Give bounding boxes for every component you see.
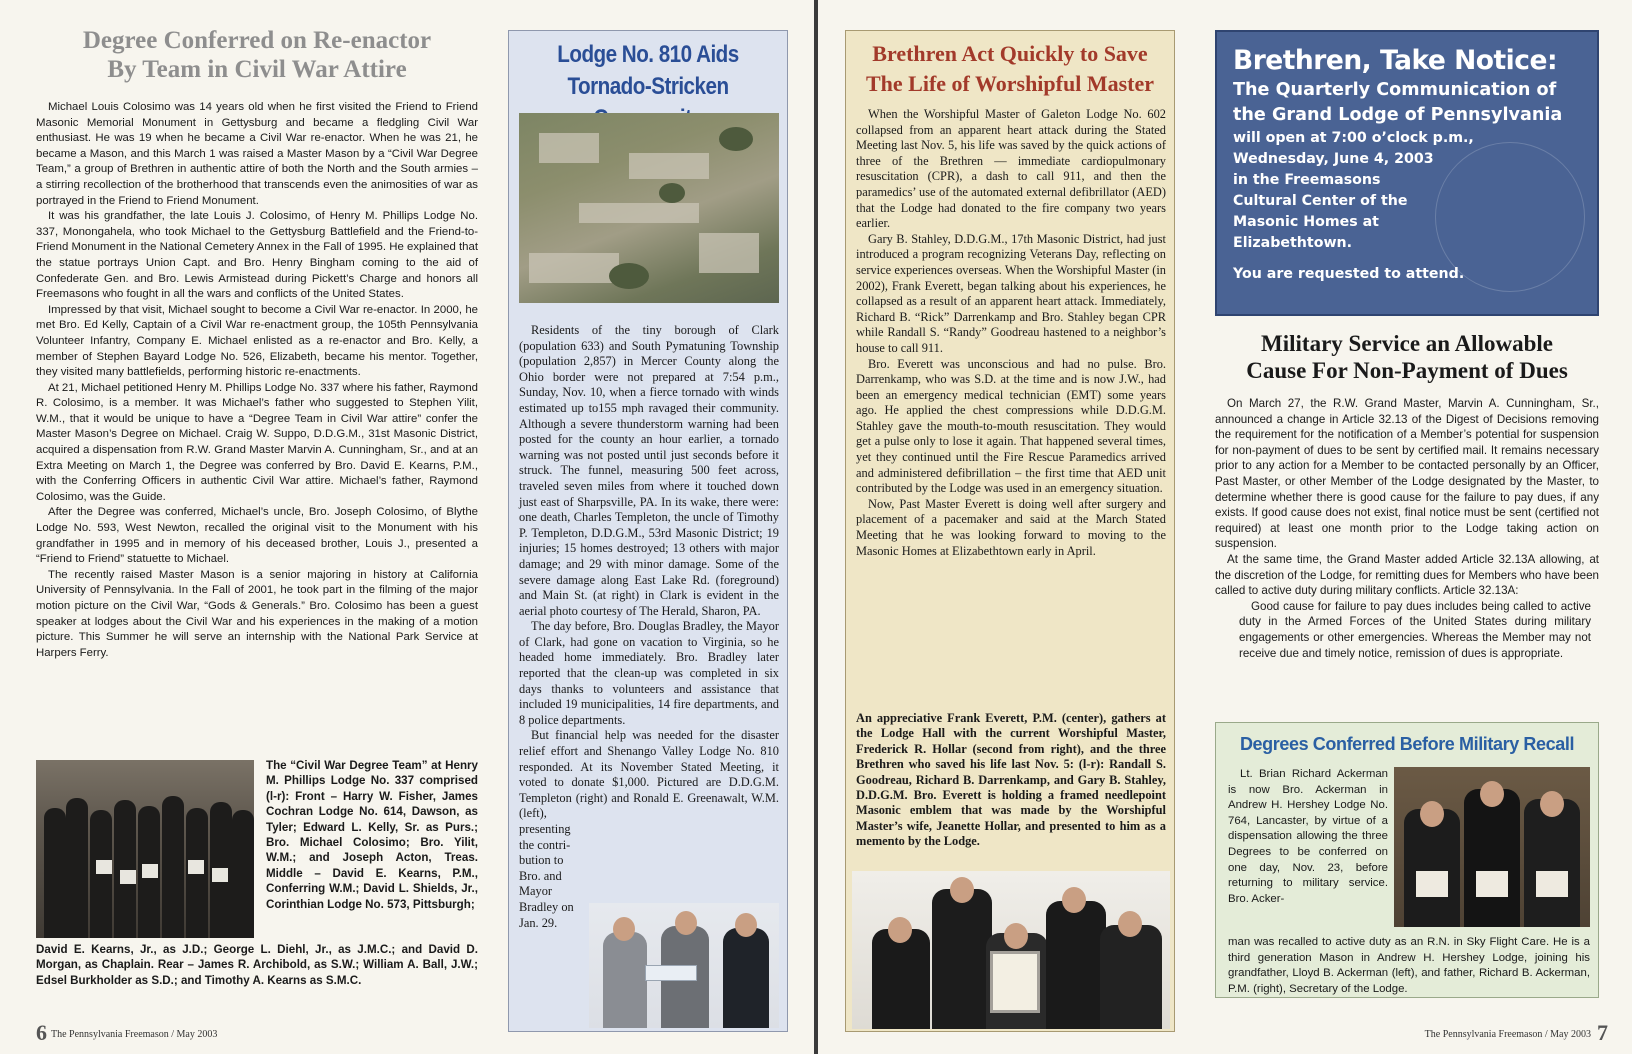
article-body [36,100,478,661]
brethren-act-title-line-2: The Life of Worshipful Master [865,71,1155,96]
article-paragraph: After the Degree was conferred, Michael’s uncle, Bro. Joseph Colosimo, of Blythe Lodge No. 593, West Newton, recalled the original visit to the Monument with his grandfather in 1995 and in memory of his deceased brother, Louis J., presented a “Friend to Friend” statuette to Michael. [36,506,478,566]
recall-text-full [1228,935,1590,997]
lodge810-paragraph: Residents of the tiny borough of Clark (population 633) and South Pymatuning Township (population 2,857) in Mercer County along the Ohio border were not prepared at 7:54 p.m., Sunday, Nov. 10, when a fierce tornado with winds estimated up to155 mph ravaged their community. Although a severe thunderstorm warning had been posted for the county an hour earlier, a tornado warning was not posted until just seconds before it struck. The funnel, measuring 500 feet across, traveled seven miles from where it touched down just east of Sharpsville, PA. In its wake, there were: one death, Charles Templeton, the uncle of Timothy P. Templeton, D.D.G.M., 53rd Masonic District; 19 injuries; 15 homes destroyed; 13 others with major damage; and 29 with minor damage. Some of the severe damage along East Lake Rd. (foreground) and Main St. (at right) in Clark is evident in the aerial photo courtesy of The Herald, Sharon, PA. [519,323,779,618]
grand-lodge-notice [1215,30,1599,316]
military-headline [1215,330,1599,384]
brethren-act-sidebar [845,30,1175,1032]
act-paragraph: Now, Past Master Everett is doing well after surgery and placement of a pacemaker and said at the March Stated Meeting that he was looking forward to moving to the Masonic Homes at Elizabethtown early in April. [856,496,1166,558]
military-paragraph: On March 27, the R.W. Grand Master, Marvin A. Cunningham, Sr., announced a change in Article 32.13 of the Digest of Decisions removing the requirement for the notification of a Member’s potential for suspension for non-payment of dues to be sent by certified mail. It remains necessary prior to any action for a Member to be contacted personally by an Officer, Past Master, or other Member of the Lodge designated by the Master, to determine whether there is good cause for the failure to pay dues, if any exists. If good cause does not exist, final notice must be sent (certified not required) at least one month prior to the Lodge taking action on suspension. [1215,397,1599,551]
lodge810-title-line-1: Lodge No. 810 Aids [557,41,739,68]
military-quote: Good cause for failure to pay dues includes being called to active duty in the Armed Forces of the United States during military engagements or other emergencies. Whereas the Member may not receive due and timely notice, remission of dues is appropriate. [1239,599,1591,660]
caption-tail-line: Bradley on [519,899,574,914]
article-degree-reenactor [36,26,478,661]
everett-group-photo [852,871,1170,1029]
page-folio-left [36,1020,217,1046]
article-paragraph: At 21, Michael petitioned Henry M. Phillips Lodge No. 337 where his father, Raymond R. Colosimo, is a member. It was Michael’s father who suggested to Stephen Yilit, W.M., that it would be unique to have a “Degree Team in Civil War attire” confer the Master Mason’s Degree on Michael. Craig W. Suppo, D.D.G.M., 31st Masonic District, acquired a dispensation from R.W. Grand Master Marvin A. Cunningham, Sr., and at an Extra Meeting on March 1, the Degree was conferred by Bro. David E. Kearns, P.M., with the Conferring Officers in authentic Civil War attire. Michael’s father, Raymond Colosimo, was the Guide. [36,381,478,503]
act-paragraph: When the Worshipful Master of Galeton Lodge No. 602 collapsed from an apparent heart attack during the Stated Meeting last Nov. 5, his life was saved by the quick actions of three of the Brethren — immediate cardiopulmonary resuscitation (CPR), a dash to call 911, and then the paramedics’ use of the automated external defibrillator (AED) that the Lodge had donated to the fire company two years earlier. [856,107,1166,231]
notice-heading: Brethren, Take Notice: [1233,45,1558,76]
article-paragraph: It was his grandfather, the late Louis J. Colosimo, of Henry M. Phillips Lodge No. 337, Monongahela, who took Michael to the Gettysburg Battlefield and the Friend-to-Friend Monument in the National Cemetery Annex in the Fall of 1995. He explained that the statue portrays Union Capt. and Bro. Henry Bingham coming to the aid of Confederate Gen. and Bro. Lewis Armistead during Pickett’s Charge and honors all Freemasons who fought in all the wars and conflicts of the United States. [36,210,478,301]
act-paragraph: Bro. Everett was unconscious and had no pulse. Bro. Darrenkamp, who was S.D. at the time and is now J.W., had been an emergency medical technician (EMT) some years ago. He applied the chest compressions while D.D.G.M. Stahley gave the mouth-to-mouth resuscitation. They would get a pulse only to lose it again. That happened several times, yet they continued until the Fire Rescue Paramedics arrived and administered defibrillation – the first time that AED unit contributed by the Lodge was used in an emergency situation. [856,356,1166,496]
notice-line: will open at 7:00 o’clock p.m., [1233,130,1474,146]
brethren-act-title-line-1: Brethren Act Quickly to Save [872,41,1148,66]
headline-line-1: Degree Conferred on Re-enactor [82,27,432,54]
recall-text-side [1228,767,1388,907]
left-page [0,0,814,1054]
military-headline-line-1: Military Service an Allowable [1261,331,1553,356]
page-number: 7 [1597,1020,1608,1045]
ackerman-family-photo [1394,767,1590,927]
article-paragraph: Michael Louis Colosimo was 14 years old when he first visited the Friend to Friend Masonic Memorial Monument in Gettysburg and became a fledgling Civil War enthusiast. He was 19 when he became a Civil War re-enactor. When he was 21, he became a Mason, and this March 1 was raised a Master Mason by a “Civil War Degree Team,” a group of Brethren in authentic attire of both the North and the South armies – a stirring recollection of the brotherhood that transcends even the animosities of war as portrayed in the Friend to Friend Monument. [36,101,478,207]
notice-request-line: You are requested to attend. [1233,266,1465,282]
lodge810-body [519,323,779,931]
recall-title: Degrees Conferred Before Military Recall [1239,734,1575,754]
degree-team-photo [36,760,254,938]
lodge810-paragraph: But financial help was needed for the disaster relief effort and Shenango Valley Lodge No. 810 responded. At its November Stated Meeting, it voted to donate $1,000. Pictured are D.D.G.M. Templeton (right) and Ronald E. Greenawalt, W.M. (left), [519,728,779,821]
seal-watermark-icon [1435,142,1585,292]
headline-line-2: By Team in Civil War Attire [107,56,407,83]
article-military-service [1215,330,1599,661]
recall-paragraph: Lt. Brian Richard Ackerman is now Bro. Ackerman in Andrew H. Hershey Lodge No. 764, Lancaster, by virtue of a dispensation allowing the three Degrees to be conferred on one day, Nov. 23, before returning to military service. Bro. Acker- [1228,768,1388,905]
caption-tail-line: Mayor [519,884,553,899]
act-paragraph: Gary B. Stahley, D.D.G.M., 17th Masonic District, had just introduced a program recognizing Veterans Day, reflecting on service experiences overseas. When the Worshipful Master (in 2002), Frank Everett, began talking about his experiences, he collapsed as a result of an apparent heart attack. Immediately, Richard B. “Rick” Darrenkamp and Bro. Stahley began CPR while Randall S. “Randy” Goodreau hastened to a neighbor’s house to call 911. [856,231,1166,355]
notice-line: The Quarterly Communication of [1233,80,1557,100]
right-page [818,0,1632,1054]
folio-text: The Pennsylvania Freemason / May 2003 [51,1029,218,1040]
page-number: 6 [36,1020,47,1045]
notice-line: Wednesday, June 4, 2003 [1233,151,1434,167]
lodge810-sidebar [508,30,788,1032]
lodge810-caption-tail [519,822,583,931]
notice-line: Masonic Homes at [1233,214,1379,230]
notice-line: the Grand Lodge of Pennsylvania [1233,105,1563,125]
military-headline-line-2: Cause For Non-Payment of Dues [1246,358,1568,383]
everett-photo-caption: An appreciative Frank Everett, P.M. (center), gathers at the Lodge Hall with the current Worshipful Master, Frederick R. Hollar (second from right), and the three Brethren who saved his life last Nov. 5: (l-r): Randall S. Goodreau, Richard B. Darrenkamp, and Gary B. Stahley, D.D.G.M. Bro. Everett is holding a framed needlepoint Masonic emblem that was made by the Worshipful Master’s wife, Jeanette Hollar, and presented to him as a memento by the Lodge. [856,711,1166,849]
notice-line: Cultural Center of the [1233,193,1408,209]
brethren-act-title [846,39,1174,99]
degree-team-caption-side: The “Civil War Degree Team” at Henry M. Phillips Lodge No. 337 comprised (l-r): Front – Harry W. Fisher, James Cochran Lodge No. 614, Dawson, as Tyler; Edward L. Kelly, Sr. as Purs.; Bro. Michael Colosimo; Bro. Yilit, W.M.; and Joseph Acton, Treas. Middle – David E. Kearns, P.M., Conferring W.M.; David L. Shields, Jr., Corinthian Lodge No. 573, Pittsburgh; [266,759,478,911]
lodge810-title-line-2: Tornado-Stricken [567,73,729,100]
aerial-tornado-photo [519,113,779,303]
check-presentation-photo [589,903,779,1028]
article-headline [36,26,478,84]
caption-tail-line: Bro. and [519,868,562,883]
degree-team-caption-full: David E. Kearns, Jr., as J.D.; George L. Diehl, Jr., as J.M.C.; and David D. Morgan, as Chaplain. Rear – James R. Archibold, as S.W.; William A. Ball, J.W.; Edsel Burkholder as S.D.; and Timothy A. Kearns as S.M.C. [36,943,478,987]
military-paragraph: At the same time, the Grand Master added Article 32.13A allowing, at the discretion of the Lodge, for remitting dues for Members who have been called to active duty during military conflicts. Article 32.13A: [1215,552,1599,598]
article-paragraph: Impressed by that visit, Michael sought to become a Civil War re-enactor. In 2000, he met Bro. Ed Kelly, Captain of a Civil War re-enactment group, the 105th Pennsylvania Volunteer Infantry, Company E. Michael enlisted as a re-enactor and Bro. Kelly, a member of Stephen Bayard Lodge No. 526, Elizabeth, became his mentor. Together, they visited many battlefields, performing historic re-enactments. [36,303,478,379]
notice-line: Elizabethtown. [1233,235,1353,251]
recall-paragraph: man was recalled to active duty as an R.N. in Sky Flight Care. He is a third generation Mason in Andrew H. Hershey Lodge, joining his grandfather, Lloyd B. Ackerman (left), and father, Richard B. Ackerman, P.M. (right), Secretary of the Lodge. [1228,936,1590,995]
page-folio-right [1425,1020,1608,1046]
caption-tail-line: bution to [519,853,564,868]
military-body [1215,396,1599,661]
caption-tail-line: Jan. 29. [519,915,558,930]
caption-tail-line: presenting [519,822,571,836]
brethren-act-body [856,107,1166,559]
article-paragraph: The recently raised Master Mason is a senior majoring in history at California University of Pennsylvania. In the Fall of 2001, he took part in the filming of the major motion picture on the Civil War, “Gods & Generals.” Bro. Colosimo has been a guest speaker at lodges about the Civil War and his experiences in the making of a motion picture. This Summer he will serve an internship with the National Park Service at Harpers Ferry. [36,568,478,659]
lodge810-paragraph: The day before, Bro. Douglas Bradley, the Mayor of Clark, had gone on vacation to Virginia, so he headed home immediately. Bro. Bradley later reported that the clean-up was completed in six days thanks to volunteers and assistance that included 19 municipalities, 14 fire departments, and 8 police departments. [519,619,779,727]
caption-tail-line: the contri- [519,837,571,852]
military-recall-sidebar [1215,722,1599,998]
folio-text: The Pennsylvania Freemason / May 2003 [1424,1029,1591,1040]
notice-line: in the Freemasons [1233,172,1381,188]
